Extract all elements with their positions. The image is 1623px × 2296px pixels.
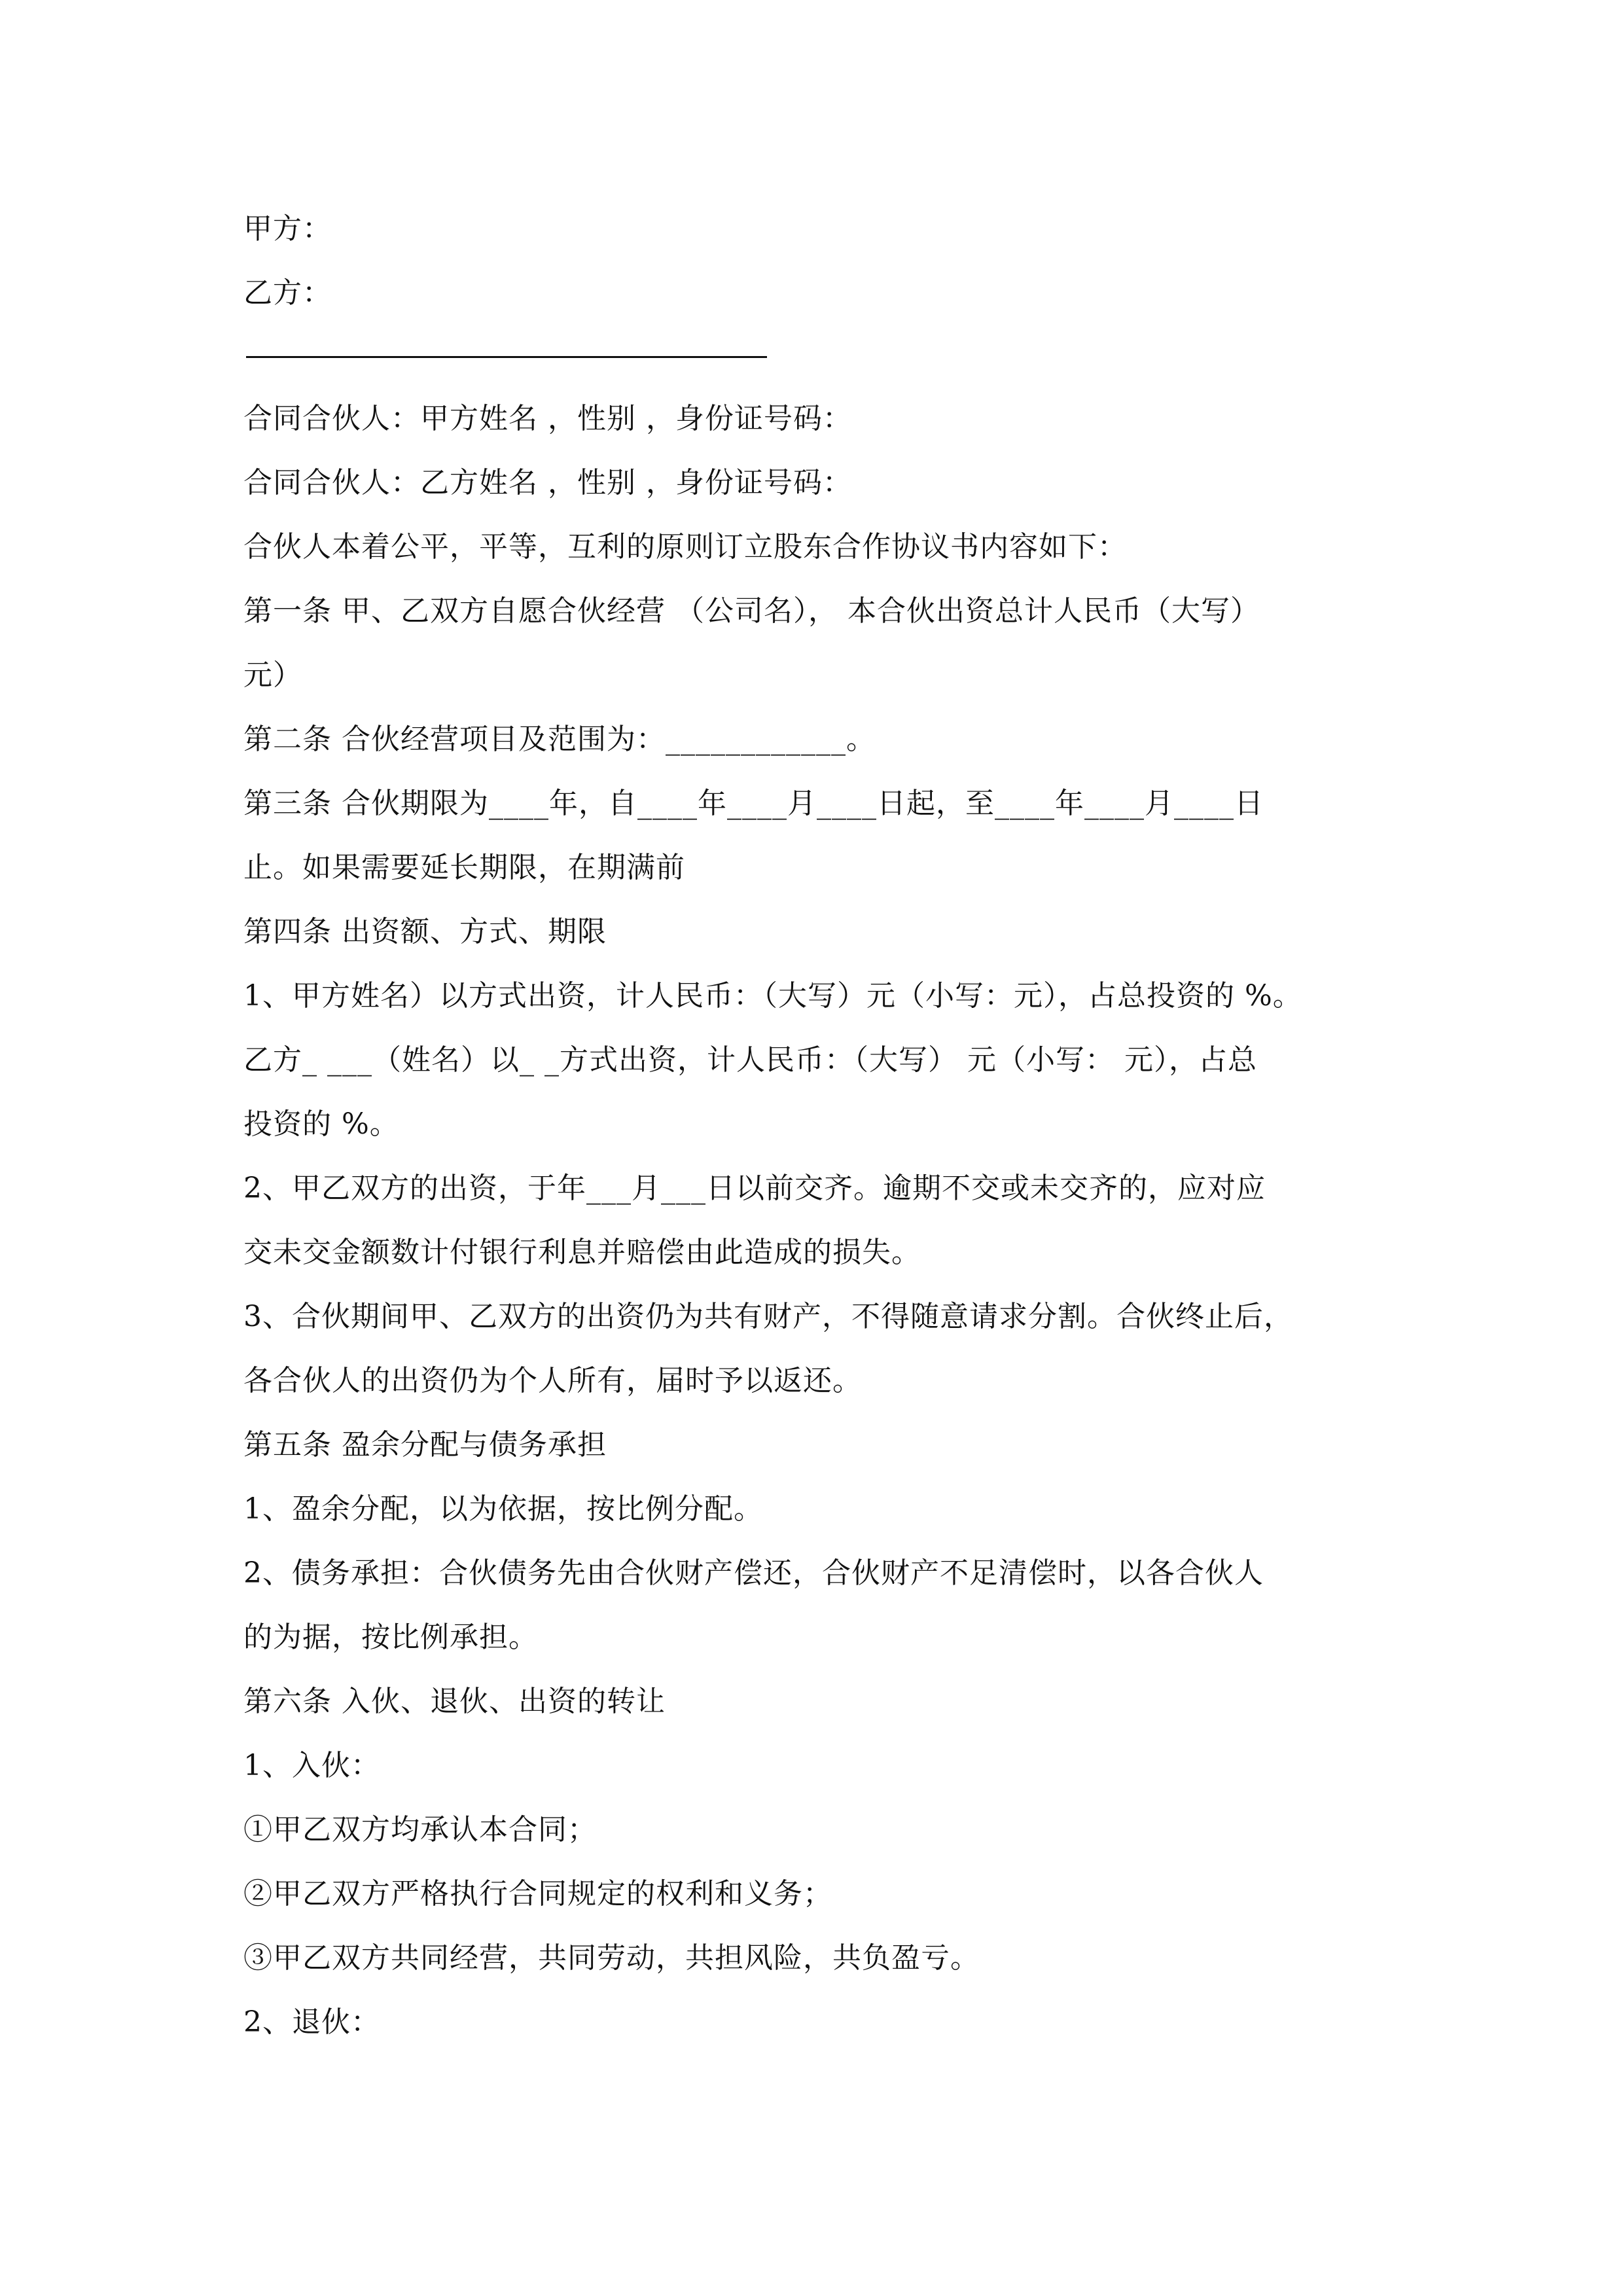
article-3-line-1: 第三条 合伙期限为____年，自____年____月____日起，至____年____月____日 — [243, 787, 1264, 820]
article-4-item-2-line-1: 2、甲乙双方的出资，于年___月___日以前交齐。逾期不交或未交齐的，应对应 — [243, 1172, 1266, 1205]
party-a-label: 甲方： — [243, 212, 332, 245]
article-6-item-1-point-1: ①甲乙双方均承认本合同； — [243, 1813, 597, 1846]
article-3-line-2: 止。如果需要延长期限，在期满前 — [243, 851, 685, 884]
horizontal-rule — [246, 356, 767, 358]
article-5-item-2-line-2: 的为据，按比例承担。 — [243, 1621, 538, 1654]
article-1-line-1: 第一条 甲、乙双方自愿合伙经营 （公司名）， 本合伙出资总计人民币（大写） — [243, 594, 1260, 628]
article-4-item-3-line-2: 各合伙人的出资仍为个人所有，届时予以返还。 — [243, 1364, 862, 1397]
article-4-item-1-line-3: 投资的 %。 — [243, 1107, 399, 1141]
article-4-item-1-line-1: 1、甲方姓名）以方式出资，计人民币：（大写）元（小写：元），占总投资的 %。 — [243, 979, 1302, 1013]
article-6-item-1-heading: 1、入伙： — [243, 1749, 380, 1782]
partner-b-info: 合同合伙人：乙方姓名 ，性别 ，身份证号码： — [243, 466, 852, 499]
article-4-item-1-line-2: 乙方_ ___（姓名）以_ _方式出资，计人民币：（大写） 元（小写： 元），占总 — [243, 1043, 1257, 1077]
article-4-heading: 第四条 出资额、方式、期限 — [243, 915, 607, 948]
article-4-item-2-line-2: 交未交金额数计付银行利息并赔偿由此造成的损失。 — [243, 1236, 921, 1269]
article-6-item-2-heading: 2、退伙： — [243, 2005, 380, 2039]
partner-a-info: 合同合伙人：甲方姓名 ，性别 ，身份证号码： — [243, 402, 852, 435]
article-1-line-2: 元） — [243, 658, 302, 692]
article-6-item-1-point-2: ②甲乙双方严格执行合同规定的权利和义务； — [243, 1877, 832, 1910]
article-6-heading: 第六条 入伙、退伙、出资的转让 — [243, 1685, 666, 1718]
article-4-item-3-line-1: 3、合伙期间甲、乙双方的出资仍为共有财产，不得随意请求分割。合伙终止后， — [243, 1300, 1293, 1333]
preamble: 合伙人本着公平，平等，互利的原则订立股东合作协议书内容如下： — [243, 530, 1127, 564]
article-5-item-2-line-1: 2、债务承担：合伙债务先由合伙财产偿还，合伙财产不足清偿时，以各合伙人 — [243, 1556, 1264, 1590]
article-5-heading: 第五条 盈余分配与债务承担 — [243, 1428, 607, 1462]
party-b-label: 乙方： — [243, 276, 332, 310]
article-6-item-1-point-3: ③甲乙双方共同经营，共同劳动，共担风险，共负盈亏。 — [243, 1941, 980, 1975]
article-5-item-1: 1、盈余分配，以为依据，按比例分配。 — [243, 1492, 763, 1526]
article-2: 第二条 合伙经营项目及范围为：____________。 — [243, 723, 876, 756]
